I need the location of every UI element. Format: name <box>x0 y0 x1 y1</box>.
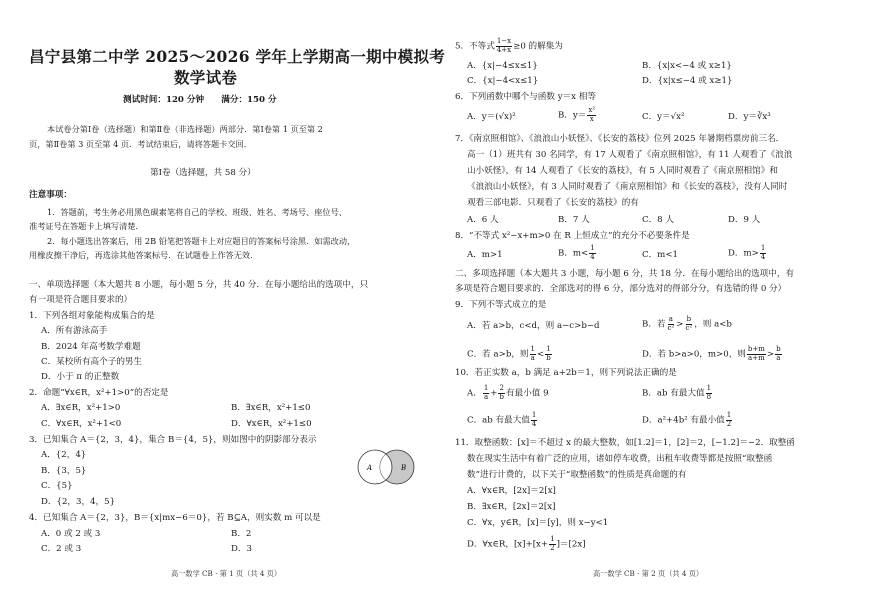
q2-option-d: D．∀x∈R，x²+1≤0 <box>231 419 312 429</box>
q9-option-a: A．若 a>b，c<d，则 a−c>b−d <box>467 321 600 331</box>
q11-line3: 数”进行计费的，以下关于“取整函数”的性质是真命题的有 <box>467 470 687 480</box>
section2-heading-line1: 二、多项选择题（本大题共 3 小题，每小题 6 分，共 18 分．在每小题给出的选项中，有 <box>455 269 795 279</box>
notice-heading: 注意事项： <box>29 190 72 200</box>
q4-stem: 4．已知集合 A＝{2，3}，B＝{x|mx−6＝0}，若 B⊆A，则实数 m 可以是 <box>29 513 321 523</box>
q1-option-c: C．某校所有高个子的男生 <box>41 357 143 367</box>
exam-title-line1: 昌宁县第二中学 2025～2026 学年上学期高一期中模拟考 <box>29 47 446 66</box>
q7-option-b: B．7 人 <box>558 215 590 225</box>
q11-option-c: C．∀x，y∈R，[x]＝[y]，则 x−y<1 <box>467 518 609 528</box>
q10-option-c: C．ab 有最大值 $\frac{1}{4}$ <box>467 411 537 428</box>
q1-stem: 1．下列各组对象能构成集合的是 <box>29 311 155 321</box>
part1-heading: 第Ⅰ卷（选择题，共 58 分） <box>150 168 256 178</box>
exam-title-line2: 数学试卷 <box>174 68 238 87</box>
q2-option-a: A．∃x∈R，x²+1>0 <box>41 403 121 413</box>
q7-line1: 7．《南京照相馆》、《浪浪山小妖怪》、《长安的荔枝》位列 2025 年暑期档票房前三名． <box>455 134 785 144</box>
q11-line2: 数在现实生活中有着广泛的应用，诸如停车收费，出租车收费等都是按照“取整函 <box>467 454 773 464</box>
q2-option-c: C．∀x∈R，x²+1<0 <box>41 419 122 429</box>
q4-option-a: A．0 或 2 或 3 <box>41 529 101 539</box>
q2-stem: 2．命题“∀x∈R，x²+1>0”的否定是 <box>29 388 169 398</box>
section1-heading-line1: 一、单项选择题（本大题共 8 小题，每小题 5 分，共 40 分．在每小题给出的选项中，只 <box>29 280 369 290</box>
q9-option-d: D．若 b>a>0，m>0，则 $\frac{b+m}{a+m}$ > $\frac{b}{a}$ <box>642 345 781 362</box>
q3-option-c: C．{5} <box>41 481 73 491</box>
q7-option-d: D．9 人 <box>728 215 761 225</box>
q9-option-c: C．若 a>b，则 $\frac{1}{a}$ < $\frac{1}{b}$ <box>467 345 551 362</box>
q6-option-b: B．y＝ $\frac{\text{x²}}{x}$ <box>558 106 596 123</box>
q4-option-b: B．2 <box>231 529 252 539</box>
q11-option-b: B．∃x∈R，[2x]＝2[x] <box>467 502 556 512</box>
q8-option-d: D．m> $\frac{1}{4}$ <box>728 244 766 261</box>
q4-option-d: D．3 <box>231 544 252 554</box>
venn-label-a: A <box>367 464 373 472</box>
q8-option-c: C．m<1 <box>642 250 678 260</box>
q3-option-a: A．{2，4} <box>41 450 87 460</box>
q6-stem: 6．下列函数中哪个与函数 y＝x 相等 <box>455 92 596 102</box>
page-2 <box>435 0 870 598</box>
q7-line4: 《浪浪山小妖怪》，有 3 人同时观看了《南京照相馆》和《长安的荔枝》，没有人同时 <box>467 182 788 192</box>
venn-diagram <box>351 449 421 485</box>
q5-option-a: A．{x|−4≤x≤1} <box>467 61 538 71</box>
q11-line1: 11．取整函数：[x]＝不超过 x 的最大整数，如[1.2]＝1，[2]＝2，[−1.2]＝−2．取整函 <box>455 438 795 448</box>
q7-line3: 山小妖怪》，有 14 人观看了《长安的荔枝》，有 5 人同时观看了《南京照相馆》和 <box>467 166 778 176</box>
q8-stem: 8．“不等式 x²−x+m>0 在 R 上恒成立”的充分不必要条件是 <box>455 231 690 241</box>
q7-line5: 观看三部电影．只观看了《长安的荔枝》的有 <box>467 198 639 208</box>
footer-page1: 高一数学 CB · 第 1 页（共 4 页） <box>171 569 282 578</box>
footer-page2: 高一数学 CB · 第 2 页（共 4 页） <box>593 569 704 578</box>
section1-heading-line2: 有一项是符合题目要求的） <box>29 295 133 305</box>
q7-option-a: A．6 人 <box>467 215 499 225</box>
q5-option-d: D．{x|x≤−4 或 x≥1} <box>642 76 733 86</box>
q3-stem: 3．已知集合 A＝{2，3，4}，集合 B＝{4，5}，则如图中的阴影部分表示 <box>29 435 317 445</box>
q10-stem: 10．若正实数 a，b 满足 a+2b＝1，则下列说法正确的是 <box>455 368 677 378</box>
q6-option-a: A．y＝(√x)² <box>467 112 516 122</box>
q5-option-c: C．{x|−4<x≤1} <box>467 76 539 86</box>
q11-option-a: A．∀x∈R，[2x]＝2[x] <box>467 486 556 496</box>
time-info: 测试时间：120 分钟 满分：150 分 <box>123 95 277 105</box>
venn-label-b: B <box>401 464 407 472</box>
q6-option-c: C．y＝√x² <box>642 112 685 122</box>
notice-item2-line2: 用橡皮擦干净后，再选涂其他答案标号．在试题卷上作答无效． <box>29 250 259 260</box>
notice-item2-line1: 2．每小题选出答案后，用 2B 铅笔把答题卡上对应题目的答案标号涂黑．如需改动， <box>47 236 356 246</box>
q11-option-d: D．∀x∈R，[x]+[x+ $\frac{1}{2}$ ]＝[2x] <box>467 535 586 552</box>
q1-option-d: D．小于 π 的正整数 <box>41 372 120 382</box>
notice-item1-line2: 准考证号在答题卡上填写清楚． <box>29 221 144 231</box>
q10-option-d: D．a²+4b² 有最小值 $\frac{1}{2}$ <box>642 411 732 428</box>
q2-option-b: B．∃x∈R，x²+1≤0 <box>231 403 311 413</box>
q1-option-a: A．所有游泳高手 <box>41 326 108 336</box>
q10-option-a: A． $\frac{1}{a}$ + $\frac{2}{b}$ 有最小值 9 <box>467 384 549 401</box>
q9-stem: 9．下列不等式成立的是 <box>455 300 547 310</box>
notice-item1-line1: 1．答题前，考生务必用黑色碳素笔将自己的学校、班级、姓名、考场号、座位号、 <box>47 207 347 217</box>
section2-heading-line2: 多项是符合题目要求的．全部选对的得 6 分，部分选对的得部分分，有选错的得 0 分） <box>455 284 787 294</box>
intro-line2: 页，第Ⅱ卷第 3 页至第 4 页．考试结束后，请将答题卡交回． <box>29 139 252 149</box>
q7-option-c: C．8 人 <box>642 215 674 225</box>
q5-stem: 5．不等式 $\frac{1-x}{4+x}$ ≥0 的解集为 <box>455 37 563 54</box>
q8-option-a: A．m>1 <box>467 250 503 260</box>
q3-option-b: B．{3，5} <box>41 466 87 476</box>
q1-option-b: B．2024 年高考数学难题 <box>41 342 141 352</box>
intro-line1: 本试卷分第Ⅰ卷（选择题）和第Ⅱ卷（非选择题）两部分．第Ⅰ卷第 1 页至第 2 <box>47 124 323 134</box>
q5-option-b: B．{x|x<−4 或 x≥1} <box>642 61 732 71</box>
q3-option-d: D．{2，3，4，5} <box>41 497 116 507</box>
q6-option-d: D．y＝∛x³ <box>728 112 771 122</box>
q7-line2: 高一（1）班共有 30 名同学，有 17 人观看了《南京照相馆》，有 11 人观看了《浪浪 <box>467 150 793 160</box>
q4-option-c: C．2 或 3 <box>41 544 82 554</box>
q9-option-b: B．若 $\frac{a}{\text{c²}}$ > $\frac{b}{\text{c²}}$ ，则 a<b <box>642 315 732 332</box>
q10-option-b: B．ab 有最大值 $\frac{1}{8}$ <box>642 384 712 401</box>
q8-option-b: B．m< $\frac{1}{4}$ <box>558 244 595 261</box>
